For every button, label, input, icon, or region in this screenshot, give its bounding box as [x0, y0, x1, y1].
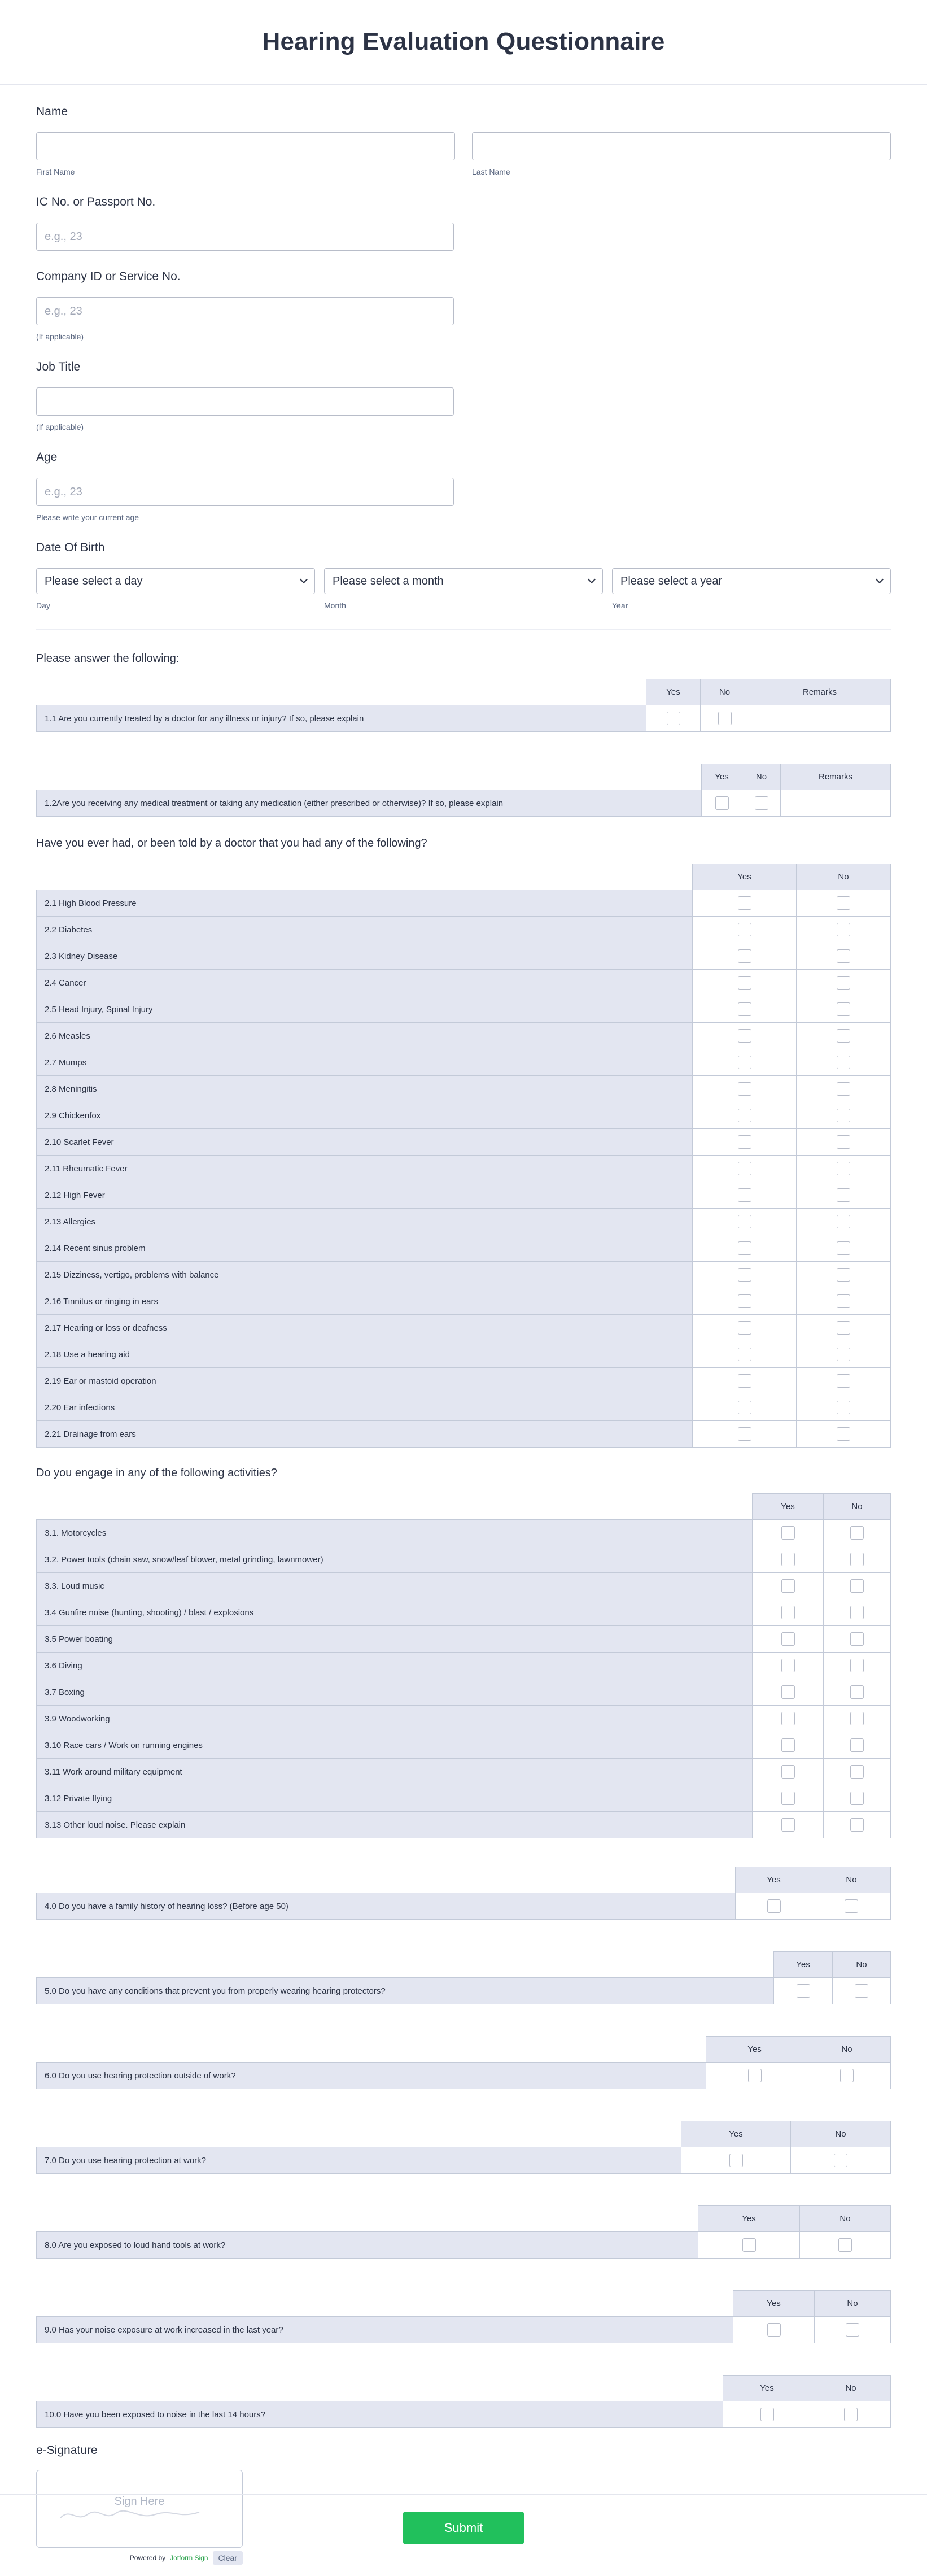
col-no: No	[803, 2037, 891, 2063]
table-row	[37, 1653, 891, 1679]
year-select[interactable]	[612, 568, 891, 594]
checkbox-no[interactable]	[837, 1401, 850, 1414]
checkbox-no[interactable]	[837, 1188, 850, 1202]
age-field	[36, 451, 891, 522]
question-text: 10.0 Have you been exposed to noise in the last 14 hours?	[37, 2401, 723, 2428]
checkbox-yes[interactable]	[738, 1002, 751, 1016]
single-matrix	[36, 1867, 891, 1920]
matrix-section3	[36, 1493, 891, 1838]
checkbox-yes[interactable]	[738, 1135, 751, 1149]
checkbox-no[interactable]	[837, 1294, 850, 1308]
checkbox-yes[interactable]	[781, 1526, 795, 1540]
form-body	[0, 85, 927, 2565]
checkbox-no[interactable]	[850, 1685, 864, 1699]
checkbox-no[interactable]	[837, 1321, 850, 1335]
checkbox-yes[interactable]	[781, 1712, 795, 1725]
section2-matrix-wrap	[36, 864, 891, 1448]
remarks-input[interactable]	[749, 705, 891, 732]
checkbox-yes[interactable]	[738, 949, 751, 963]
question-1-2	[36, 764, 891, 817]
col-no: No	[811, 2376, 891, 2401]
checkbox-no[interactable]	[840, 2069, 854, 2082]
section3-matrix-wrap	[36, 1493, 891, 1838]
checkbox-no[interactable]	[837, 976, 850, 990]
ic-field	[36, 195, 891, 251]
table-row	[37, 890, 891, 917]
question-text: 3.12 Private flying	[37, 1785, 753, 1812]
checkbox-yes[interactable]	[781, 1792, 795, 1805]
question-text: 2.20 Ear infections	[37, 1394, 693, 1421]
checkbox-yes[interactable]	[738, 1427, 751, 1441]
table-row	[37, 1732, 891, 1759]
checkbox-yes[interactable]	[738, 1056, 751, 1069]
col-no: No	[797, 864, 891, 890]
checkbox-yes[interactable]	[667, 712, 680, 725]
table-row	[37, 1599, 891, 1626]
checkbox-no[interactable]	[850, 1632, 864, 1646]
checkbox-no[interactable]	[846, 2323, 859, 2337]
question-text: 3.11 Work around military equipment	[37, 1759, 753, 1785]
chevron-down-icon	[300, 576, 308, 583]
col-yes: Yes	[723, 2376, 811, 2401]
checkbox-no[interactable]	[837, 1135, 850, 1149]
checkbox-no[interactable]	[838, 2238, 852, 2252]
checkbox-no[interactable]	[855, 1984, 868, 1998]
company-input[interactable]	[36, 297, 454, 325]
section2-title: Have you ever had, or been told by a doctor that you had any of the following?	[36, 837, 427, 849]
table-row	[37, 970, 891, 996]
checkbox-no[interactable]	[850, 1659, 864, 1672]
checkbox-yes[interactable]	[738, 1109, 751, 1122]
question-text: 3.10 Race cars / Work on running engines	[37, 1732, 753, 1759]
checkbox-yes[interactable]	[738, 1348, 751, 1361]
page-title: Hearing Evaluation Questionnaire	[262, 28, 665, 55]
single-question	[36, 2375, 891, 2428]
checkbox-yes[interactable]	[738, 1029, 751, 1043]
checkbox-no[interactable]	[837, 1268, 850, 1282]
matrix-1-2	[36, 764, 891, 817]
checkbox-no[interactable]	[834, 2154, 847, 2167]
question-text: 2.16 Tinnitus or ringing in ears	[37, 1288, 693, 1315]
question-text: 3.1. Motorcycles	[37, 1520, 753, 1546]
form-footer	[0, 2494, 927, 2576]
col-yes: Yes	[646, 679, 701, 705]
col-remarks: Remarks	[749, 679, 891, 705]
checkbox-yes[interactable]	[748, 2069, 762, 2082]
age-label: Age	[36, 451, 58, 464]
col-yes: Yes	[702, 764, 742, 790]
checkbox-yes[interactable]	[738, 1215, 751, 1228]
table-row	[37, 1573, 891, 1599]
question-text: 3.9 Woodworking	[37, 1706, 753, 1732]
checkbox-yes[interactable]	[729, 2154, 743, 2167]
checkbox-no[interactable]	[850, 1579, 864, 1593]
checkbox-yes[interactable]	[781, 1579, 795, 1593]
single-matrix	[36, 2205, 891, 2259]
checkbox-no[interactable]	[850, 1712, 864, 1725]
company-label: Company ID or Service No.	[36, 270, 181, 283]
checkbox-no[interactable]	[850, 1738, 864, 1752]
checkbox-no[interactable]	[850, 1553, 864, 1566]
checkbox-no[interactable]	[837, 896, 850, 910]
checkbox-no[interactable]	[850, 1606, 864, 1619]
checkbox-yes[interactable]	[781, 1606, 795, 1619]
checkbox-yes[interactable]	[781, 1738, 795, 1752]
col-yes: Yes	[706, 2037, 803, 2063]
checkbox-no[interactable]	[850, 1818, 864, 1832]
question-text: 2.5 Head Injury, Spinal Injury	[37, 996, 693, 1023]
section1-title: Please answer the following:	[36, 652, 180, 665]
last-name-input[interactable]	[472, 132, 891, 160]
checkbox-no[interactable]	[845, 1899, 858, 1913]
single-question	[36, 2290, 891, 2343]
checkbox-yes[interactable]	[738, 1241, 751, 1255]
table-row	[37, 1102, 891, 1129]
table-row	[37, 1076, 891, 1102]
col-no: No	[824, 1494, 891, 1520]
job-field	[36, 360, 891, 431]
table-row	[37, 1315, 891, 1341]
question-text: 2.18 Use a hearing aid	[37, 1341, 693, 1368]
table-row	[37, 1520, 891, 1546]
checkbox-yes[interactable]	[760, 2408, 774, 2421]
question-text: 2.15 Dizziness, vertigo, problems with balance	[37, 1262, 693, 1288]
checkbox-no[interactable]	[850, 1526, 864, 1540]
checkbox-yes[interactable]	[738, 1401, 751, 1414]
month-sublabel: Month	[324, 601, 346, 610]
question-text: 5.0 Do you have any conditions that prevent you from properly wearing hearing protectors?	[37, 1978, 774, 2004]
job-label: Job Title	[36, 360, 81, 373]
remarks-input[interactable]	[781, 790, 891, 817]
checkbox-no[interactable]	[837, 1162, 850, 1175]
age-sublabel: Please write your current age	[36, 513, 139, 522]
table-row	[37, 1759, 891, 1785]
checkbox-yes[interactable]	[738, 976, 751, 990]
checkbox-no[interactable]	[850, 1792, 864, 1805]
question-text: 2.6 Measles	[37, 1023, 693, 1049]
question-text: 2.11 Rheumatic Fever	[37, 1156, 693, 1182]
question-text: 2.14 Recent sinus problem	[37, 1235, 693, 1262]
question-text: 3.4 Gunfire noise (hunting, shooting) / blast / explosions	[37, 1599, 753, 1626]
checkbox-yes[interactable]	[781, 1685, 795, 1699]
dob-label: Date Of Birth	[36, 541, 105, 554]
single-question	[36, 2036, 891, 2089]
single-matrix	[36, 1951, 891, 2004]
checkbox-yes[interactable]	[767, 1899, 781, 1913]
question-text: 9.0 Has your noise exposure at work increased in the last year?	[37, 2317, 733, 2343]
checkbox-no[interactable]	[837, 1427, 850, 1441]
jotform-sign-link[interactable]: Jotform Sign	[170, 2554, 208, 2562]
question-text: 2.9 Chickenfox	[37, 1102, 693, 1129]
question-text: 1.1 Are you currently treated by a doctor for any illness or injury? If so, please explain	[37, 705, 646, 732]
table-row	[37, 996, 891, 1023]
col-no: No	[812, 1867, 891, 1893]
checkbox-yes[interactable]	[797, 1984, 810, 1998]
table-row	[37, 1626, 891, 1653]
checkbox-yes[interactable]	[715, 796, 729, 810]
checkbox-no[interactable]	[837, 1002, 850, 1016]
question-text: 2.8 Meningitis	[37, 1076, 693, 1102]
table-row	[37, 1341, 891, 1368]
first-name-input[interactable]	[36, 132, 455, 160]
col-no: No	[791, 2121, 891, 2147]
table-row	[37, 943, 891, 970]
section3-title: Do you engage in any of the following activities?	[36, 1467, 277, 1479]
first-name-sublabel: First Name	[36, 167, 75, 176]
checkbox-yes[interactable]	[781, 1659, 795, 1672]
job-input[interactable]	[36, 387, 454, 416]
checkbox-no[interactable]	[837, 949, 850, 963]
chevron-down-icon	[876, 576, 884, 583]
checkbox-no[interactable]	[837, 923, 850, 936]
year-select-value: Please select a year	[620, 574, 723, 587]
question-text: 2.2 Diabetes	[37, 917, 693, 943]
table-row	[37, 1785, 891, 1812]
day-select-value: Please select a day	[45, 574, 143, 587]
checkbox-yes[interactable]	[738, 1321, 751, 1335]
question-text: 2.4 Cancer	[37, 970, 693, 996]
checkbox-yes[interactable]	[738, 1268, 751, 1282]
question-text: 2.7 Mumps	[37, 1049, 693, 1076]
table-row	[37, 1368, 891, 1394]
checkbox-no[interactable]	[837, 1215, 850, 1228]
col-yes: Yes	[736, 1867, 812, 1893]
submit-button[interactable]: Submit	[403, 2512, 524, 2544]
single-matrix	[36, 2036, 891, 2089]
checkbox-no[interactable]	[755, 796, 768, 810]
question-text: 2.13 Allergies	[37, 1209, 693, 1235]
checkbox-yes[interactable]	[738, 1188, 751, 1202]
col-no: No	[701, 679, 749, 705]
table-row	[37, 1235, 891, 1262]
col-yes: Yes	[698, 2206, 800, 2232]
ic-input[interactable]	[36, 223, 454, 251]
powered-by-text: Powered by	[129, 2554, 166, 2562]
table-row	[37, 1394, 891, 1421]
col-no: No	[833, 1952, 891, 1978]
section-divider	[36, 629, 891, 630]
table-row	[37, 1546, 891, 1573]
question-1-1	[36, 679, 891, 732]
matrix-1-1	[36, 679, 891, 732]
single-question	[36, 2205, 891, 2259]
checkbox-no[interactable]	[837, 1029, 850, 1043]
question-text: 3.7 Boxing	[37, 1679, 753, 1706]
col-yes: Yes	[774, 1952, 833, 1978]
age-input[interactable]	[36, 478, 454, 506]
checkbox-yes[interactable]	[781, 1765, 795, 1779]
dob-field	[36, 541, 891, 610]
col-yes: Yes	[681, 2121, 791, 2147]
checkbox-yes[interactable]	[781, 1553, 795, 1566]
year-sublabel: Year	[612, 601, 628, 610]
ic-label: IC No. or Passport No.	[36, 195, 156, 208]
question-text: 2.3 Kidney Disease	[37, 943, 693, 970]
question-text: 3.2. Power tools (chain saw, snow/leaf blower, metal grinding, lawnmower)	[37, 1546, 753, 1573]
question-text: 2.19 Ear or mastoid operation	[37, 1368, 693, 1394]
question-text: 3.13 Other loud noise. Please explain	[37, 1812, 753, 1838]
single-matrix	[36, 2121, 891, 2174]
checkbox-no[interactable]	[850, 1765, 864, 1779]
table-row	[37, 1706, 891, 1732]
question-text: 3.5 Power boating	[37, 1626, 753, 1653]
job-sublabel: (If applicable)	[36, 422, 84, 431]
col-remarks: Remarks	[781, 764, 891, 790]
col-yes: Yes	[693, 864, 797, 890]
table-row	[37, 1262, 891, 1288]
company-sublabel: (If applicable)	[36, 332, 84, 341]
col-no: No	[800, 2206, 891, 2232]
table-row	[37, 1049, 891, 1076]
table-row	[37, 1023, 891, 1049]
question-text: 6.0 Do you use hearing protection outside of work?	[37, 2063, 706, 2089]
checkbox-yes[interactable]	[738, 1162, 751, 1175]
question-text: 2.10 Scarlet Fever	[37, 1129, 693, 1156]
table-row	[37, 1129, 891, 1156]
table-row	[37, 1812, 891, 1838]
col-no: No	[742, 764, 781, 790]
day-sublabel: Day	[36, 601, 50, 610]
last-name-sublabel: Last Name	[472, 167, 510, 176]
table-row	[37, 1156, 891, 1182]
checkbox-yes[interactable]	[781, 1818, 795, 1832]
col-yes: Yes	[753, 1494, 824, 1520]
checkbox-no[interactable]	[837, 1056, 850, 1069]
checkbox-no[interactable]	[844, 2408, 858, 2421]
question-text: 2.1 High Blood Pressure	[37, 890, 693, 917]
col-no: No	[815, 2291, 891, 2317]
name-label: Name	[36, 105, 68, 118]
checkbox-yes[interactable]	[738, 1082, 751, 1096]
checkbox-yes[interactable]	[742, 2238, 756, 2252]
question-text: 3.3. Loud music	[37, 1573, 753, 1599]
day-select[interactable]	[36, 568, 315, 594]
checkbox-no[interactable]	[718, 712, 732, 725]
clear-signature-button[interactable]: Clear	[213, 2551, 243, 2565]
month-select[interactable]	[324, 568, 603, 594]
question-text: 3.6 Diving	[37, 1653, 753, 1679]
question-text: 7.0 Do you use hearing protection at work?	[37, 2147, 681, 2174]
single-question	[36, 1951, 891, 2004]
table-row	[37, 1182, 891, 1209]
checkbox-yes[interactable]	[738, 1294, 751, 1308]
single-matrix	[36, 2290, 891, 2343]
question-text: 8.0 Are you exposed to loud hand tools at work?	[37, 2232, 698, 2259]
checkbox-no[interactable]	[837, 1082, 850, 1096]
question-text: 4.0 Do you have a family history of hearing loss? (Before age 50)	[37, 1893, 736, 1920]
question-text: 1.2Are you receiving any medical treatment or taking any medication (either prescribed or otherwise)? If so, please explain	[37, 790, 702, 817]
single-questions	[36, 1867, 891, 2428]
month-select-value: Please select a month	[333, 574, 444, 587]
question-text: 2.12 High Fever	[37, 1182, 693, 1209]
checkbox-no[interactable]	[837, 1109, 850, 1122]
checkbox-yes[interactable]	[781, 1632, 795, 1646]
single-matrix	[36, 2375, 891, 2428]
chevron-down-icon	[588, 576, 596, 583]
table-row	[37, 1679, 891, 1706]
question-text: 2.17 Hearing or loss or deafness	[37, 1315, 693, 1341]
col-yes: Yes	[733, 2291, 815, 2317]
signature-hint: Sign Here	[114, 2495, 165, 2508]
company-field	[36, 270, 891, 341]
checkbox-no[interactable]	[837, 1241, 850, 1255]
checkbox-no[interactable]	[837, 1374, 850, 1388]
matrix-section2	[36, 864, 891, 1448]
single-question	[36, 2121, 891, 2174]
checkbox-yes[interactable]	[738, 1374, 751, 1388]
form-header	[0, 0, 927, 85]
signature-label: e-Signature	[36, 2444, 98, 2457]
checkbox-yes[interactable]	[738, 923, 751, 936]
question-text: 2.21 Drainage from ears	[37, 1421, 693, 1448]
table-row	[37, 917, 891, 943]
table-row	[37, 1421, 891, 1448]
checkbox-yes[interactable]	[767, 2323, 781, 2337]
checkbox-yes[interactable]	[738, 896, 751, 910]
checkbox-no[interactable]	[837, 1348, 850, 1361]
table-row	[37, 1209, 891, 1235]
single-question	[36, 1867, 891, 1920]
table-row	[37, 1288, 891, 1315]
name-field	[36, 105, 891, 176]
